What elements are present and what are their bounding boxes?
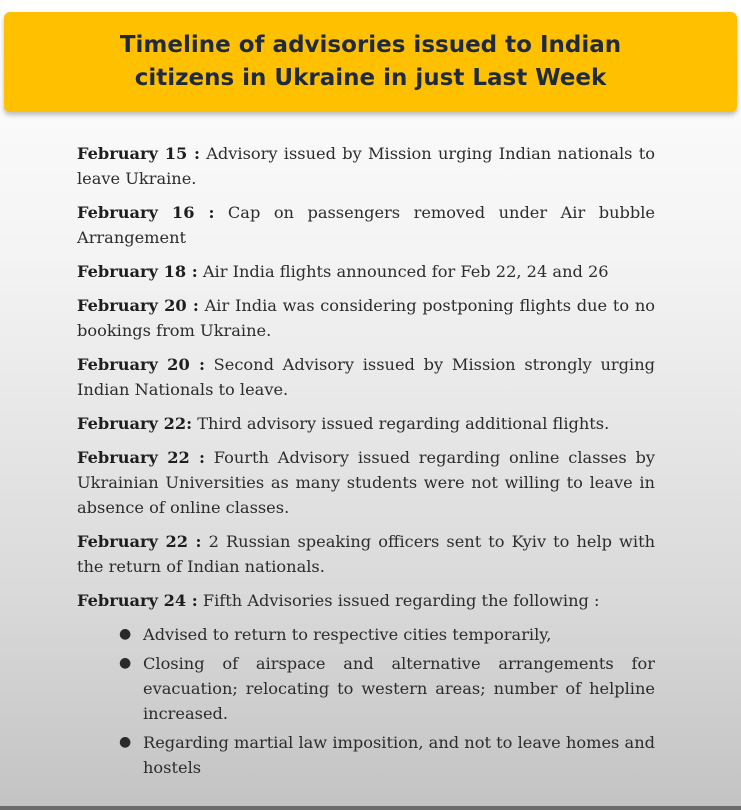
timeline-entry bbox=[77, 529, 655, 579]
timeline-entry bbox=[77, 411, 655, 436]
bullet-icon: ● bbox=[119, 655, 132, 671]
entry-text: Third advisory issued regarding additional flights. bbox=[192, 414, 610, 433]
entry-text: Fourth Advisory issued regarding online classes by Ukrainian Universities as many students were not willing to leave in absence of online classes. bbox=[77, 448, 655, 517]
entry-text: Fifth Advisories issued regarding the following : bbox=[197, 591, 600, 610]
bullet-item bbox=[119, 730, 655, 780]
bullet-icon: ● bbox=[119, 626, 132, 642]
timeline-entry bbox=[77, 293, 655, 343]
entry-text: Air India flights announced for Feb 22, 24 and 26 bbox=[197, 262, 609, 281]
entry-date: February 16 : bbox=[77, 203, 215, 222]
bullet-item bbox=[119, 651, 655, 726]
bullet-text: Regarding martial law imposition, and not to leave homes and hostels bbox=[143, 733, 655, 777]
entry-date: February 22: bbox=[77, 414, 193, 433]
entry-text: Air India was considering postponing flights due to no bookings from Ukraine. bbox=[77, 296, 656, 340]
bullet-text: Closing of airspace and alternative arrangements for evacuation; relocating to western areas; number of helpline increased. bbox=[143, 654, 655, 723]
entry-date: February 18 : bbox=[77, 262, 198, 281]
advisory-bullet-list bbox=[77, 622, 655, 780]
timeline-entry bbox=[77, 352, 655, 402]
timeline-entry bbox=[77, 141, 655, 191]
entry-date: February 20 : bbox=[77, 296, 199, 315]
entry-text: 2 Russian speaking officers sent to Kyiv to help with the return of Indian nationals. bbox=[77, 532, 656, 576]
timeline-entry bbox=[77, 259, 655, 284]
entry-date: February 24 : bbox=[77, 591, 198, 610]
timeline-entry bbox=[77, 588, 655, 613]
page-title: Timeline of advisories issued to Indian citizens in Ukraine in just Last Week bbox=[119, 32, 622, 91]
entry-date: February 20 : bbox=[77, 355, 205, 374]
entry-date: February 22 : bbox=[77, 448, 205, 467]
bottom-divider bbox=[0, 806, 741, 810]
entry-text: Cap on passengers removed under Air bubble Arrangement bbox=[77, 203, 655, 247]
timeline-content bbox=[77, 141, 655, 784]
bullet-item bbox=[119, 622, 655, 647]
timeline-entry bbox=[77, 200, 655, 250]
entry-text: Second Advisory issued by Mission strongly urging Indian Nationals to leave. bbox=[77, 355, 656, 399]
entry-date: February 22 : bbox=[77, 532, 202, 551]
entry-date: February 15 : bbox=[77, 144, 200, 163]
timeline-entry bbox=[77, 445, 655, 520]
bullet-icon: ● bbox=[119, 734, 132, 750]
title-banner bbox=[4, 12, 737, 112]
bullet-text: Advised to return to respective cities temporarily, bbox=[143, 625, 552, 644]
entry-text: Advisory issued by Mission urging Indian nationals to leave Ukraine. bbox=[77, 144, 655, 188]
